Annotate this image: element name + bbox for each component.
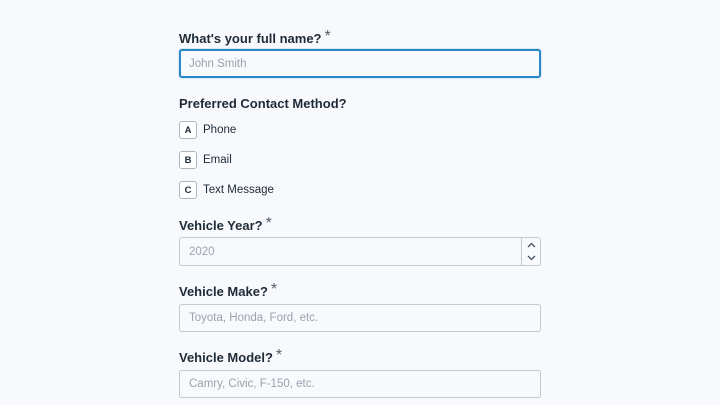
required-mark: * bbox=[275, 347, 283, 364]
vehicle-model-input[interactable] bbox=[179, 370, 541, 398]
contact-option-email[interactable] bbox=[179, 150, 232, 170]
contact-method-label bbox=[179, 96, 347, 111]
full-name-input[interactable] bbox=[179, 49, 541, 78]
option-key-badge: B bbox=[179, 151, 197, 169]
required-mark: * bbox=[265, 215, 272, 232]
full-name-label-text: What's your full name? bbox=[179, 31, 322, 46]
vehicle-year-label bbox=[179, 217, 272, 235]
vehicle-make-label-text: Vehicle Make? bbox=[179, 284, 268, 299]
full-name-label bbox=[179, 30, 331, 48]
vehicle-year-input[interactable] bbox=[179, 237, 541, 266]
chevron-up-icon[interactable] bbox=[522, 238, 540, 252]
vehicle-model-label bbox=[179, 349, 282, 367]
option-key-badge: C bbox=[179, 181, 197, 199]
required-mark: * bbox=[270, 281, 278, 298]
option-label: Email bbox=[203, 154, 232, 166]
option-label: Text Message bbox=[203, 184, 274, 196]
option-label: Phone bbox=[203, 124, 237, 136]
chevron-down-icon[interactable] bbox=[522, 252, 540, 266]
vehicle-year-field bbox=[179, 237, 541, 266]
year-spinner bbox=[521, 238, 540, 265]
contact-option-text-message[interactable] bbox=[179, 180, 274, 200]
contact-option-phone[interactable] bbox=[179, 120, 236, 140]
vehicle-model-label-text: Vehicle Model? bbox=[179, 350, 273, 365]
vehicle-make-input[interactable] bbox=[179, 304, 541, 332]
vehicle-year-label-text: Vehicle Year? bbox=[179, 218, 263, 233]
option-key-badge: A bbox=[179, 121, 197, 139]
required-mark: * bbox=[324, 28, 331, 45]
vehicle-make-label bbox=[179, 283, 277, 301]
contact-method-label-text: Preferred Contact Method? bbox=[179, 96, 347, 111]
